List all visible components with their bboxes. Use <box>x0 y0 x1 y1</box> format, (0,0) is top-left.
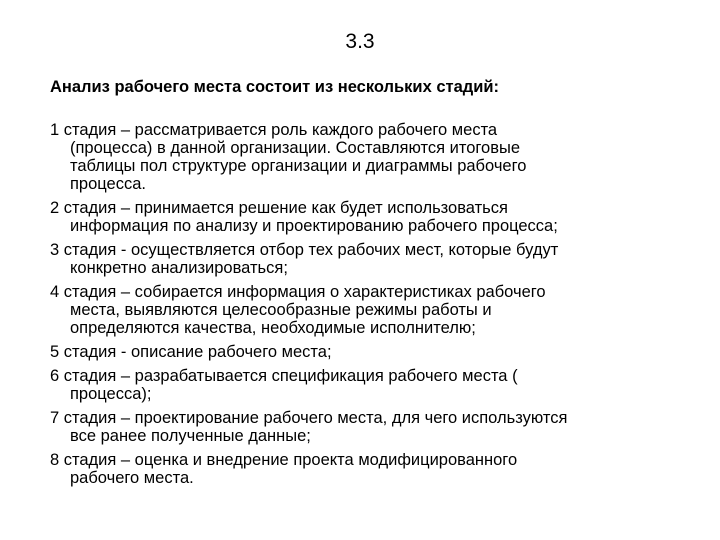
stage-line: 1 стадия – рассматривается роль каждого рабочего места <box>50 121 498 139</box>
stage-item-4 <box>50 283 700 337</box>
stage-item-8 <box>50 451 700 487</box>
stage-item-1 <box>50 121 700 193</box>
stage-item-2 <box>50 199 700 235</box>
stage-line: рабочего места. <box>70 469 194 487</box>
stage-item-5 <box>50 343 700 361</box>
stage-item-7 <box>50 409 700 445</box>
stage-line: 2 стадия – принимается решение как будет использоваться <box>50 199 508 217</box>
slide-heading: Анализ рабочего места состоит из нескольких стадий: <box>50 78 500 96</box>
stage-item-6 <box>50 367 700 403</box>
stage-line: процесса. <box>70 175 146 193</box>
stage-line: конкретно анализироваться; <box>70 259 288 277</box>
stage-line: 8 стадия – оценка и внедрение проекта модифицированного <box>50 451 518 469</box>
stage-item-3 <box>50 241 700 277</box>
stage-line: информация по анализу и проектированию рабочего процесса; <box>70 217 558 235</box>
stage-line: процесса); <box>70 385 152 403</box>
slide-number: 3.3 <box>345 30 375 53</box>
stage-list <box>50 121 700 493</box>
stage-line: определяются качества, необходимые исполнителю; <box>70 319 476 337</box>
stage-line: все ранее полученные данные; <box>70 427 311 445</box>
stage-line: 6 стадия – разрабатывается спецификация рабочего места ( <box>50 367 518 385</box>
stage-line: 5 стадия - описание рабочего места; <box>50 343 332 361</box>
stage-line: 4 стадия – собирается информация о характеристиках рабочего <box>50 283 546 301</box>
stage-line: места, выявляются целесообразные режимы работы и <box>70 301 492 319</box>
stage-line: 3 стадия - осуществляется отбор тех рабочих мест, которые будут <box>50 241 559 259</box>
stage-line: таблицы пол структуре организации и диаграммы рабочего <box>70 157 527 175</box>
stage-line: (процесса) в данной организации. Составляются итоговые <box>70 139 521 157</box>
stage-line: 7 стадия – проектирование рабочего места, для чего используются <box>50 409 568 427</box>
